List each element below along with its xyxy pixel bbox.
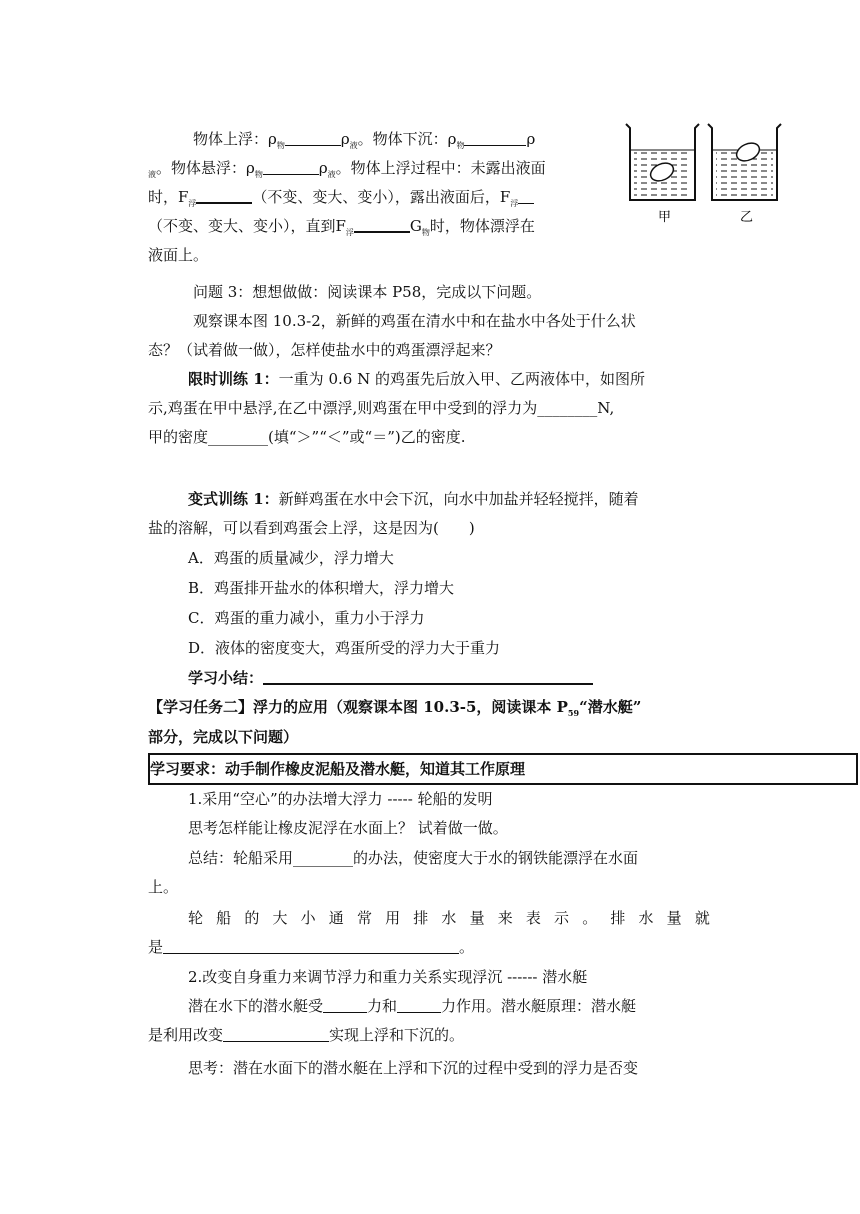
float-conditions-line-1: 物体上浮：$\rho_物$ $\rho_液$。物体下沉：$\rho_物$ ρ bbox=[193, 130, 536, 150]
float-conditions-line-2: $_液$。物体悬浮：$\rho_物$ $\rho_液$。物体上浮过程中：未露出液面 bbox=[148, 159, 546, 179]
displacement-char: 就 bbox=[694, 909, 710, 927]
displacement-char: 排 bbox=[413, 909, 429, 927]
part-2-think: 思考：潜在水面下的潜水艇在上浮和下沉的过程中受到的浮力是否变 bbox=[188, 1059, 639, 1077]
displacement-char: 排 bbox=[610, 909, 626, 927]
displacement-char: 用 bbox=[385, 909, 401, 927]
timed-training-line-1: 限时训练 1：一重为 0.6 N 的鸡蛋先后放入甲、乙两液体中，如图所 bbox=[188, 370, 645, 388]
learning-requirement: 学习要求：动手制作橡皮泥船及潜水艇，知道其工作原理 bbox=[150, 760, 526, 778]
beakers-figure bbox=[620, 120, 790, 230]
float-conditions-line-4: （不变、变大、变小），直到$F_浮$ $G_物$时，物体漂浮在 bbox=[148, 217, 535, 237]
displacement-char: 表 bbox=[525, 909, 541, 927]
displacement-char: 水 bbox=[638, 909, 654, 927]
displacement-char: 量 bbox=[469, 909, 485, 927]
part-1-summary-line-1: 总结：轮船采用________的办法，使密度大于水的钢铁能漂浮在水面 bbox=[188, 849, 639, 867]
displacement-char: 大 bbox=[272, 909, 288, 927]
beaker-label-jia: 甲 bbox=[658, 210, 672, 225]
beaker-jia bbox=[626, 124, 699, 225]
beaker-yi bbox=[708, 124, 781, 225]
observe-line-1: 观察课本图 10.3-2，新鲜的鸡蛋在清水中和在盐水中各处于什么状 bbox=[193, 312, 636, 330]
displacement-line-2: 是 。 bbox=[148, 938, 475, 956]
timed-training-label: 限时训练 1： bbox=[188, 370, 279, 388]
task-2-heading-line-1: 【学习任务二】浮力的应用（观察课本图 10.3-5，阅读课本 $P_{59}“$潜水艇” bbox=[148, 698, 642, 718]
displacement-char: 通 bbox=[328, 909, 344, 927]
option-a: A．鸡蛋的质量减少，浮力增大 bbox=[188, 549, 394, 567]
displacement-line-1 bbox=[188, 908, 710, 928]
question-3: 问题 3：想想做做：阅读课本 P58，完成以下问题。 bbox=[193, 283, 542, 301]
variant-training-label: 变式训练 1： bbox=[188, 490, 279, 508]
part-2-title: 2.改变自身重力来调节浮力和重力关系实现浮沉 ------ 潜水艇 bbox=[188, 968, 588, 986]
timed-training-line-3: 甲的密度________(填“＞”“＜”或“＝”)乙的密度. bbox=[148, 428, 466, 446]
timed-training-line-2: 示,鸡蛋在甲中悬浮,在乙中漂浮,则鸡蛋在甲中受到的浮力为________N, bbox=[148, 399, 615, 417]
displacement-char: 示 bbox=[554, 909, 570, 927]
option-d: D．液体的密度变大，鸡蛋所受的浮力大于重力 bbox=[188, 639, 501, 657]
displacement-char: 量 bbox=[666, 909, 682, 927]
float-conditions-line-5: 液面上。 bbox=[148, 246, 209, 264]
part-1-summary-line-2: 上。 bbox=[148, 878, 179, 896]
displacement-char: 常 bbox=[356, 909, 372, 927]
learning-summary: 学习小结： bbox=[188, 668, 593, 688]
displacement-char: 的 bbox=[244, 909, 260, 927]
observe-line-2: 态？（试着做一做），怎样使盐水中的鸡蛋漂浮起来？ bbox=[148, 341, 501, 359]
variant-training-line-1: 变式训练 1：新鲜鸡蛋在水中会下沉，向水中加盐并轻轻搅拌，随着 bbox=[188, 490, 639, 508]
displacement-char: 水 bbox=[441, 909, 457, 927]
option-b: B．鸡蛋排开盐水的体积增大，浮力增大 bbox=[188, 579, 455, 597]
variant-training-line-2: 盐的溶解，可以看到鸡蛋会上浮，这是因为( ) bbox=[148, 519, 475, 537]
part-1-title: 1.采用“空心”的办法增大浮力 ----- 轮船的发明 bbox=[188, 790, 493, 808]
part-2-line-2: 是利用改变 实现上浮和下沉的。 bbox=[148, 1026, 465, 1044]
part-1-think: 思考怎样能让橡皮泥浮在水面上？ 试着做一做。 bbox=[188, 819, 508, 837]
float-conditions-line-3: 时，$F_浮$ （不变、变大、变小），露出液面后，$F_浮$ bbox=[148, 187, 534, 207]
displacement-char: 。 bbox=[582, 909, 598, 927]
beaker-label-yi: 乙 bbox=[740, 210, 754, 225]
displacement-char: 来 bbox=[497, 909, 513, 927]
displacement-char: 轮 bbox=[188, 909, 204, 927]
task-2-heading-line-2: 部分，完成以下问题） bbox=[148, 728, 299, 746]
option-c: C．鸡蛋的重力减小，重力小于浮力 bbox=[188, 609, 425, 627]
part-2-line-1: 潜在水下的潜水艇受 力和 力作用。潜水艇原理：潜水艇 bbox=[188, 997, 637, 1015]
displacement-char: 船 bbox=[216, 909, 232, 927]
displacement-char: 小 bbox=[300, 909, 316, 927]
